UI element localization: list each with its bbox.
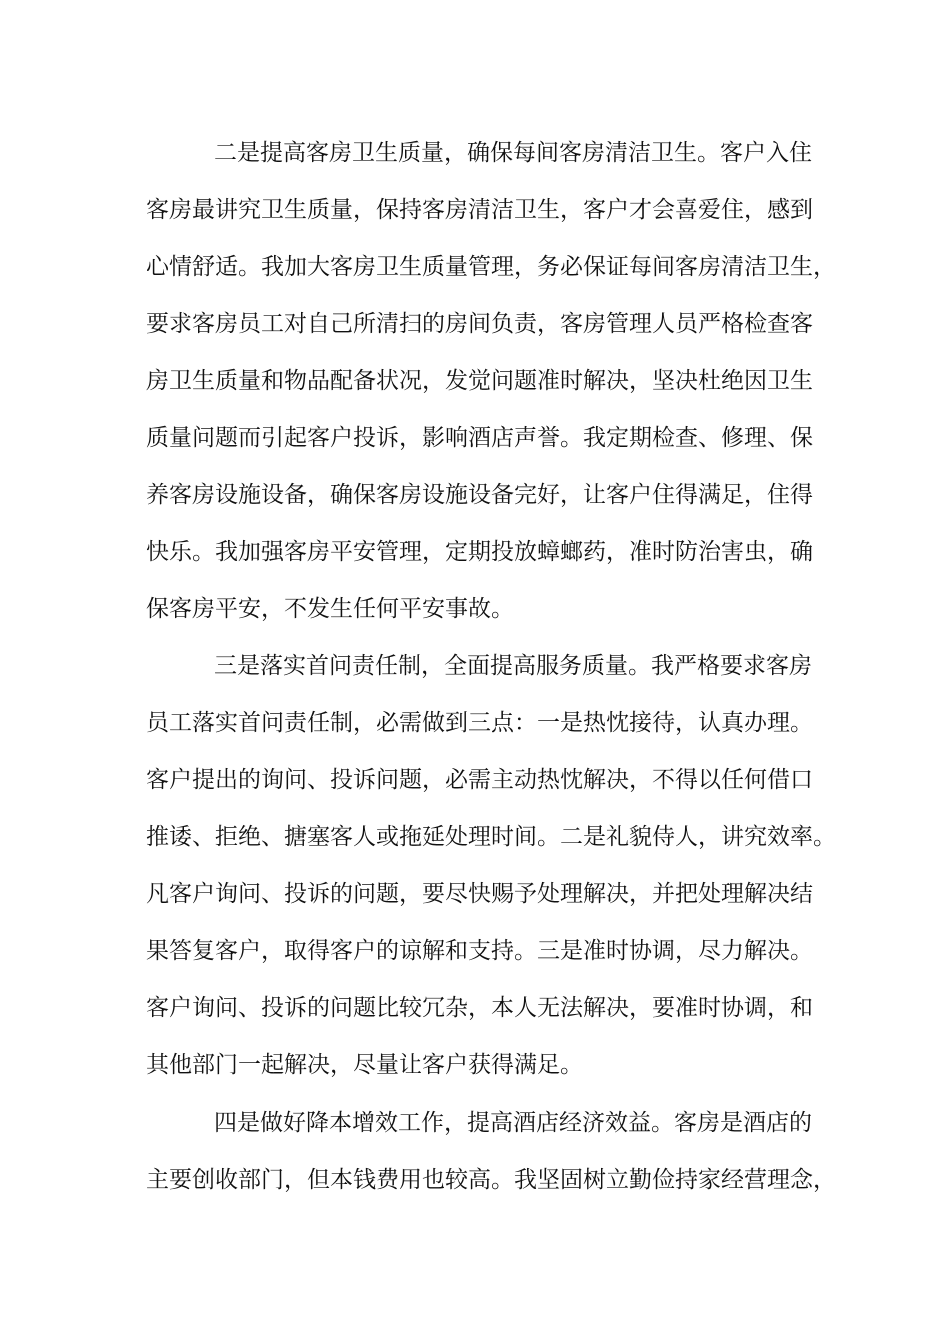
paragraph-1-line-4: 要求客房员工对自己所清扫的房间负责，客房管理人员严格检查客 — [146, 311, 813, 337]
paragraph-1-line-5: 房卫生质量和物品配备状况，发觉问题准时解决，坚决杜绝因卫生 — [146, 368, 813, 394]
paragraph-2-line-8: 其他部门一起解决，尽量让客户获得满足。 — [146, 1052, 583, 1078]
paragraph-1-line-8: 快乐。我加强客房平安管理，定期投放蟑螂药，准时防治害虫，确 — [146, 539, 813, 565]
paragraph-2-line-2: 员工落实首问责任制，必需做到三点：一是热忱接待，认真办理。 — [146, 710, 813, 736]
paragraph-1-line-1: 二是提高客房卫生质量，确保每间客房清洁卫生。客户入住 — [214, 140, 812, 166]
paragraph-3-line-2: 主要创收部门，但本钱费用也较高。我坚固树立勤俭持家经营理念， — [146, 1167, 836, 1193]
paragraph-2-line-4: 推诿、拒绝、搪塞客人或拖延处理时间。二是礼貌侍人，讲究效率。 — [146, 824, 836, 850]
paragraph-2-line-3: 客户提出的询问、投诉问题，必需主动热忱解决，不得以任何借口 — [146, 767, 813, 793]
paragraph-1-line-3: 心情舒适。我加大客房卫生质量管理，务必保证每间客房清洁卫生， — [146, 254, 836, 280]
paragraph-2-line-7: 客户询问、投诉的问题比较冗杂，本人无法解决，要准时协调，和 — [146, 995, 813, 1021]
paragraph-2-line-1: 三是落实首问责任制，全面提高服务质量。我严格要求客房 — [214, 653, 812, 679]
paragraph-3-line-1: 四是做好降本增效工作，提高酒店经济效益。客房是酒店的 — [214, 1110, 812, 1136]
paragraph-2-line-5: 凡客户询问、投诉的问题，要尽快赐予处理解决，并把处理解决结 — [146, 881, 813, 907]
paragraph-1-line-7: 养客房设施设备，确保客房设施设备完好，让客户住得满足，住得 — [146, 482, 813, 508]
paragraph-1-line-2: 客房最讲究卫生质量，保持客房清洁卫生，客户才会喜爱住，感到 — [146, 197, 813, 223]
paragraph-1-line-9: 保客房平安，不发生任何平安事故。 — [146, 596, 514, 622]
paragraph-2-line-6: 果答复客户，取得客户的谅解和支持。三是准时协调，尽力解决。 — [146, 938, 813, 964]
paragraph-1-line-6: 质量问题而引起客户投诉，影响酒店声誉。我定期检查、修理、保 — [146, 425, 813, 451]
